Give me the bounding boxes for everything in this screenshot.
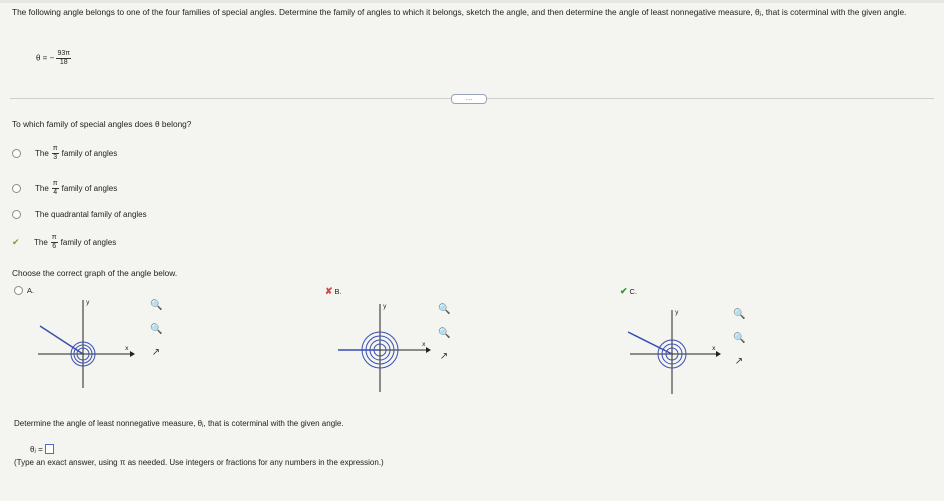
given-angle-lhs: θ = − [36,53,55,63]
option-suffix: family of angles [61,183,118,193]
option-suffix: family of angles [60,237,117,247]
top-strip [0,0,944,3]
answer-input[interactable] [45,444,54,454]
graph-option-label: C. [629,287,638,296]
problem-statement: The following angle belongs to one of the four families of special angles. Determine the family of angles to which it belongs, sketch the angle, and then determine the angle of least nonnegative measure, θⱼ, that is coterminal with the given angle. [12,7,907,17]
answer-row [30,444,54,454]
terminal-side [628,332,672,354]
option-numerator: π [52,179,58,187]
y-axis-label: y [675,309,679,316]
question-coterminal: Determine the angle of least nonnegative measure, θⱼ, that is coterminal with the given angle. [14,419,344,428]
zoom-out-icon[interactable]: 🔍 [438,328,451,339]
given-angle-fraction [56,50,71,67]
option-numerator: π [51,233,57,241]
x-axis-arrow [426,347,431,353]
option-numerator: π [52,144,58,152]
popout-icon[interactable]: ↗ [151,347,161,358]
expand-more-button[interactable]: … [451,94,487,104]
answer-label: θⱼ = [30,444,43,454]
graph-option-label: B. [334,287,342,296]
zoom-in-icon[interactable]: 🔍 [438,304,451,315]
x-axis-arrow [716,351,721,357]
graph-b [334,300,444,396]
popout-icon[interactable]: ↗ [734,356,744,367]
correct-check-icon: ✔ [620,286,628,296]
option-prefix: The [35,148,49,158]
given-angle [36,50,71,67]
zoom-out-icon[interactable]: 🔍 [733,333,746,344]
option-suffix: The quadrantal family of angles [35,209,147,219]
given-angle-numerator: 93π [57,50,71,57]
option-fraction [52,145,59,162]
option-pi-over-3[interactable] [12,143,117,163]
graph-c [626,306,736,398]
zoom-in-icon[interactable]: 🔍 [733,309,746,320]
option-pi-over-4[interactable] [12,178,117,198]
option-denominator: 3 [53,153,58,161]
terminal-side [40,326,83,354]
y-axis-label: y [86,299,90,306]
radio-button[interactable] [14,286,23,295]
graph-a [34,296,144,392]
radio-button[interactable] [12,210,21,219]
question-graph: Choose the correct graph of the angle below. [12,268,178,278]
y-axis-label: y [383,303,387,310]
answer-hint: (Type an exact answer, using π as needed. Use integers or fractions for any numbers in the expression.) [14,458,384,467]
graph-option-c[interactable] [620,286,637,297]
graph-option-b[interactable] [325,286,342,297]
option-suffix: family of angles [61,148,118,158]
option-fraction [52,180,59,197]
x-axis-label: x [125,345,129,352]
radio-button[interactable] [12,184,21,193]
given-angle-denominator: 18 [59,59,68,66]
option-pi-over-6[interactable] [12,232,116,252]
selected-check-icon: ✔ [12,236,20,247]
option-denominator: 4 [53,188,58,196]
option-quadrantal[interactable] [12,204,147,224]
x-axis-label: x [712,345,716,352]
graph-option-label: A. [27,286,35,295]
popout-icon[interactable]: ↗ [439,351,449,362]
option-denominator: 6 [52,242,57,250]
zoom-in-icon[interactable]: 🔍 [150,300,163,311]
zoom-out-icon[interactable]: 🔍 [150,324,163,335]
x-axis-arrow [130,351,135,357]
option-fraction [51,234,58,251]
option-prefix: The [35,183,49,193]
graph-option-a[interactable] [14,286,34,295]
question-family: To which family of special angles does θ belong? [12,119,192,129]
wrong-x-icon: ✘ [325,286,333,296]
option-prefix: The [34,237,48,247]
x-axis-label: x [422,341,426,348]
radio-button[interactable] [12,149,21,158]
